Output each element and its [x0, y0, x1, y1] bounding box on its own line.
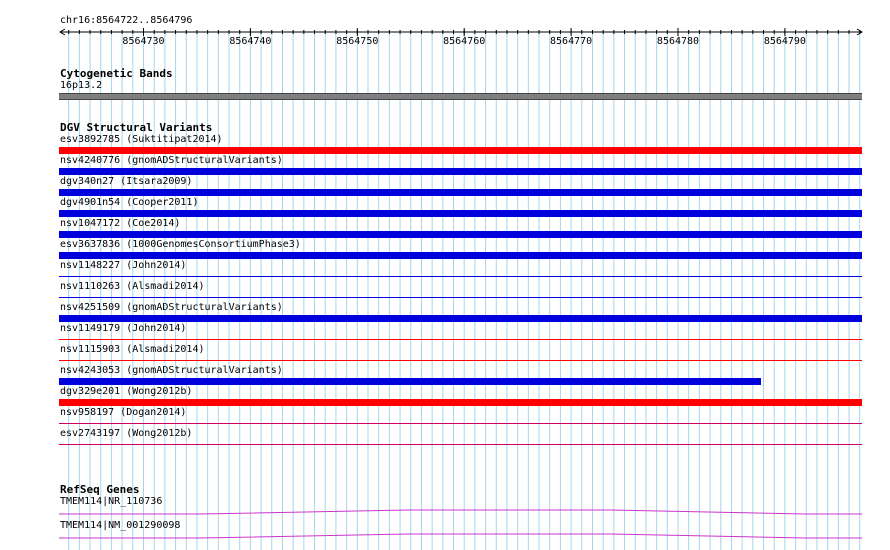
refseq-intron-path	[59, 510, 862, 514]
refseq-gene-intron-line[interactable]	[0, 533, 890, 541]
dgv-feature-bar[interactable]	[59, 210, 862, 217]
dgv-feature-label[interactable]: nsv4240776 (gnomADStructuralVariants)	[60, 155, 283, 166]
dgv-feature-bar[interactable]	[59, 276, 862, 277]
refseq-track-title[interactable]: RefSeq Genes	[60, 483, 140, 496]
dgv-feature-bar[interactable]	[59, 444, 862, 445]
dgv-feature-label[interactable]: nsv1149179 (John2014)	[60, 323, 187, 334]
dgv-feature-bar[interactable]	[59, 189, 862, 196]
dgv-feature-label[interactable]: nsv958197 (Dogan2014)	[60, 407, 187, 418]
refseq-gene-label[interactable]: TMEM114|NR_110736	[60, 496, 163, 507]
dgv-feature-bar[interactable]	[59, 231, 862, 238]
dgv-feature-bar[interactable]	[59, 315, 862, 322]
dgv-feature-label[interactable]: nsv4251509 (gnomADStructuralVariants)	[60, 302, 283, 313]
dgv-feature-bar[interactable]	[59, 168, 862, 175]
ruler-axis[interactable]	[0, 24, 890, 60]
dgv-feature-label[interactable]: nsv4243053 (gnomADStructuralVariants)	[60, 365, 283, 376]
dgv-feature-bar[interactable]	[59, 423, 862, 424]
dgv-feature-label[interactable]: nsv1110263 (Alsmadi2014)	[60, 281, 205, 292]
dgv-feature-label[interactable]: dgv4901n54 (Cooper2011)	[60, 197, 199, 208]
refseq-intron-path	[59, 534, 862, 538]
dgv-feature-label[interactable]: esv3892785 (Suktitipat2014)	[60, 134, 223, 145]
dgv-feature-bar[interactable]	[59, 297, 862, 298]
dgv-feature-bar[interactable]	[59, 360, 862, 361]
dgv-feature-bar[interactable]	[59, 252, 862, 259]
refseq-gene-intron-line[interactable]	[0, 509, 890, 517]
cytoband-label: 16p13.2	[60, 80, 103, 91]
cytoband-track-title[interactable]: Cytogenetic Bands	[60, 67, 173, 80]
dgv-feature-label[interactable]: esv2743197 (Wong2012b)	[60, 428, 193, 439]
dgv-feature-bar[interactable]	[59, 339, 862, 340]
dgv-track-title[interactable]: DGV Structural Variants	[60, 121, 213, 134]
cytoband-bar[interactable]	[59, 93, 862, 100]
dgv-feature-label[interactable]: nsv1115903 (Alsmadi2014)	[60, 344, 205, 355]
ruler-tick-label: 8564780	[656, 36, 700, 47]
dgv-feature-label[interactable]: dgv329e201 (Wong2012b)	[60, 386, 193, 397]
ruler-tick-label: 8564790	[763, 36, 806, 47]
ruler-tick-label: 8564770	[550, 36, 593, 47]
ruler-tick-label: 8564750	[336, 36, 379, 47]
region-label: chr16:8564722..8564796	[60, 15, 193, 26]
ruler-tick-label: 8564740	[229, 36, 272, 47]
dgv-feature-bar[interactable]	[59, 378, 761, 385]
dgv-feature-bar[interactable]	[59, 147, 862, 154]
refseq-gene-label[interactable]: TMEM114|NM_001290098	[60, 520, 181, 531]
dgv-feature-bar[interactable]	[59, 399, 862, 406]
dgv-feature-label[interactable]: esv3637836 (1000GenomesConsortiumPhase3)	[60, 239, 301, 250]
dgv-feature-label[interactable]: dgv340n27 (Itsara2009)	[60, 176, 193, 187]
ruler-tick-label: 8564760	[443, 36, 486, 47]
dgv-feature-label[interactable]: nsv1047172 (Coe2014)	[60, 218, 181, 229]
dgv-feature-label[interactable]: nsv1148227 (John2014)	[60, 260, 187, 271]
ruler-tick-label: 8564730	[122, 36, 165, 47]
